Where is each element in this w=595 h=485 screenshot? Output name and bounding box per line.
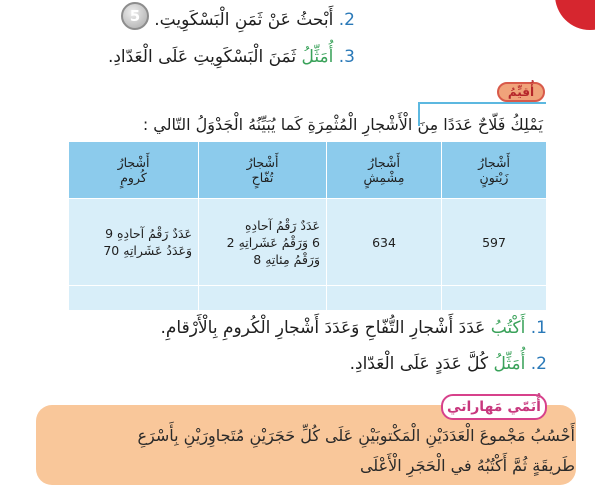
value-olive — [442, 199, 547, 286]
item-verb: أُمَثِّلُ — [301, 47, 334, 67]
assess-tag: أُقيِّمُ — [497, 82, 545, 102]
header-olive — [442, 142, 547, 199]
skills-tag: أُنَمّي مَهاراتي — [441, 394, 547, 420]
skills-text-line2: طَريقَةٍ ثُمَّ أَكْتُبُهُ في الْحَجَرِ الْأَعْلَى — [359, 456, 575, 475]
item-number: 2. — [338, 10, 355, 30]
header-line: أَشْجارُ — [368, 155, 400, 170]
table-values-row — [69, 199, 547, 286]
item-verb: أَكْتُبُ — [490, 318, 526, 338]
item-verb: أُمَثِّلُ — [493, 354, 526, 374]
header-grape — [69, 142, 199, 199]
empty-cell — [69, 286, 199, 311]
table-header-row — [69, 142, 547, 199]
value-line: وَرَقْمُ مِئاتِهِ 8 — [253, 251, 320, 267]
value-apple — [199, 199, 327, 286]
top-item-2 — [154, 10, 355, 30]
empty-cell — [442, 286, 547, 311]
header-line: أَشْجارُ — [478, 155, 510, 170]
item-text: كُلَّ عَدَدٍ عَلَى الْعَدّادِ. — [349, 354, 489, 374]
skills-text-line1: أَحْسُبُ مَجْموعَ الْعَدَدَيْنِ الْمَكْتوبَيْنِ عَلَى كُلِّ حَجَرَيْنِ مُتَجاوِرَيْنِ بِأَسْرَعِ — [137, 426, 575, 445]
red-corner-decoration — [555, 0, 595, 30]
intro-text: يَمْلِكُ فَلّاحٌ عَدَدًا مِنَ الْأَشْجارِ الْمُثْمِرَةِ كَما يُبَيِّنُهُ الْجَدْوَلُ التّالي : — [142, 115, 543, 134]
empty-cell — [199, 286, 327, 311]
header-line: كُرومٍ — [120, 170, 147, 185]
bottom-item-2 — [350, 354, 547, 374]
header-line: أَشْجارُ — [117, 155, 150, 170]
coin-icon: 5 — [121, 2, 149, 30]
header-line: أَشْجارُ — [246, 155, 279, 170]
value-line: عَدَدٌ رَقْمُ آحادِهِ — [245, 217, 320, 233]
item-number: 1. — [530, 318, 547, 338]
value-line: عَدَدٌ رَقْمُ آحادِهِ 9 — [105, 226, 192, 241]
value-line: 634 — [372, 234, 396, 250]
header-apple — [199, 142, 327, 199]
table-empty-row — [69, 286, 547, 311]
trees-table — [68, 141, 547, 311]
header-line: مِشْمِشٍ — [363, 170, 405, 185]
value-line: 6 وَرَقْمُ عَشَراتِهِ 2 — [226, 234, 320, 250]
item-number: 3. — [338, 47, 355, 67]
top-item-3 — [108, 47, 355, 67]
empty-cell — [327, 286, 442, 311]
item-text: أَبْحثُ عَنْ ثَمَنِ الْبَسْكَوِيتِ. — [154, 10, 334, 30]
value-line: 597 — [482, 234, 506, 250]
item-number: 2. — [530, 354, 547, 374]
value-line: وَعَدَدُ عَشَراتِهِ 70 — [103, 243, 192, 258]
item-text: عَدَدَ أَشْجارِ التُّفّاحِ وَعَدَدَ أَشْجارِ الْكُرومِ بِالْأَرْقامِ. — [160, 318, 486, 338]
value-grape — [69, 199, 199, 286]
header-line: تُفّاحٍ — [251, 170, 274, 185]
header-apricot — [327, 142, 442, 199]
bottom-item-1 — [161, 318, 548, 338]
item-text: ثَمَنَ الْبَسْكَوِيتِ عَلَى الْعَدّادِ. — [107, 47, 297, 67]
header-line: زَيْتونٍ — [479, 170, 509, 185]
value-apricot — [327, 199, 442, 286]
